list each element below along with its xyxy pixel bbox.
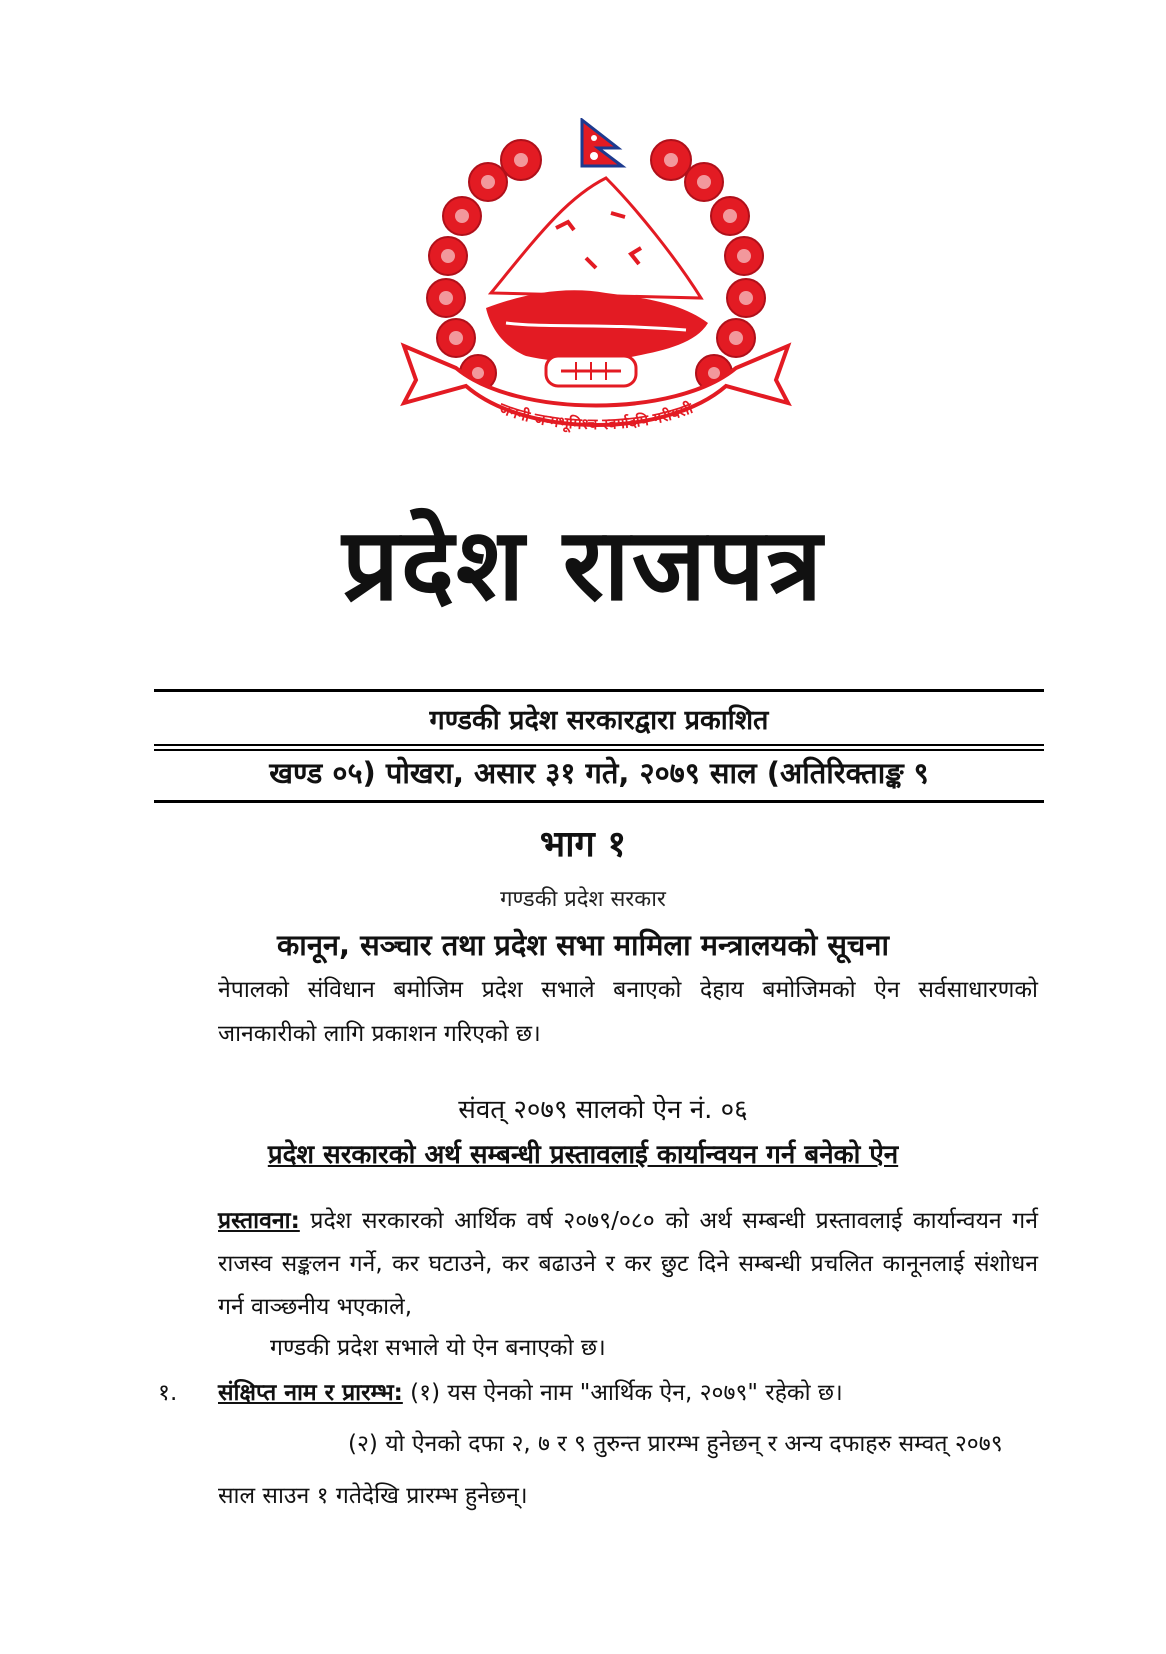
divider	[154, 800, 1044, 803]
part-heading: भाग १	[539, 824, 627, 865]
divider	[154, 749, 1044, 751]
section-sub2: (२) यो ऐनको दफा २, ७ र ९ तुरुन्त प्रारम्भ हुनेछन् र अन्य दफाहरु सम्वत् २०७९ साल साउन १ गतेदेखि प्रारम्भ हुनेछन्।	[218, 1431, 1003, 1509]
section-sub1: (१) यस ऐनको नाम "आर्थिक ऐन, २०७९" रहेको छ।	[402, 1380, 843, 1406]
mountain-icon	[491, 178, 701, 298]
act-number: संवत् २०७९ सालको ऐन नं. ०६	[458, 1095, 748, 1125]
preamble-text: प्रदेश सरकारको आर्थिक वर्ष २०७९/०८० को अर्थ सम्बन्धी प्रस्तावलाई कार्यान्वयन गर्न राजस्व सङ्कलन गर्ने, कर घटाउने, कर बढाउने र कर छुट दिने सम्बन्धी प्रचलित कानूनलाई संशोधन गर्न वाञ्छनीय भएकाले,	[218, 1208, 1038, 1320]
section-1-line	[218, 1375, 843, 1407]
divider	[154, 744, 1044, 746]
gazette-title: प्रदेश राजपत्र	[342, 506, 824, 623]
act-title: प्रदेश सरकारको अर्थ सम्बन्धी प्रस्तावलाई कार्यान्वयन गर्न बनेको ऐन	[267, 1140, 899, 1170]
section-heading: संक्षिप्त नाम र प्रारम्भ:	[218, 1380, 403, 1406]
publisher-line: गण्डकी प्रदेश सरकारद्वारा प्रकाशित	[429, 705, 769, 736]
ministry-notice-heading: कानून, सञ्चार तथा प्रदेश सभा मामिला मन्त्रालयको सूचना	[277, 928, 889, 962]
section-number: १.	[158, 1380, 178, 1406]
enacting-clause: गण्डकी प्रदेश सभाले यो ऐन बनाएको छ।	[270, 1335, 606, 1361]
handshake-icon	[546, 356, 636, 386]
preamble-paragraph	[218, 1200, 1038, 1329]
divider	[154, 689, 1044, 692]
issue-line: खण्ड ०५) पोखरा, असार ३१ गते, २०७९ साल (अतिरिक्ताङ्क ९	[269, 756, 929, 790]
preamble-label: प्रस्तावना:	[218, 1208, 300, 1234]
notice-paragraph: नेपालको संविधान बमोजिम प्रदेश सभाले बनाएको देहाय बमोजिमको ऐन सर्वसाधारणको जानकारीको लागि प्रकाशन गरिएको छ।	[218, 977, 1038, 1047]
government-name: गण्डकी प्रदेश सरकार	[500, 887, 666, 912]
motto-text: जननी जन्मभूमिश्च स्वर्गादपि गरीयसी	[496, 399, 696, 434]
national-flag-icon	[582, 120, 622, 166]
nepal-coat-of-arms	[396, 118, 796, 463]
